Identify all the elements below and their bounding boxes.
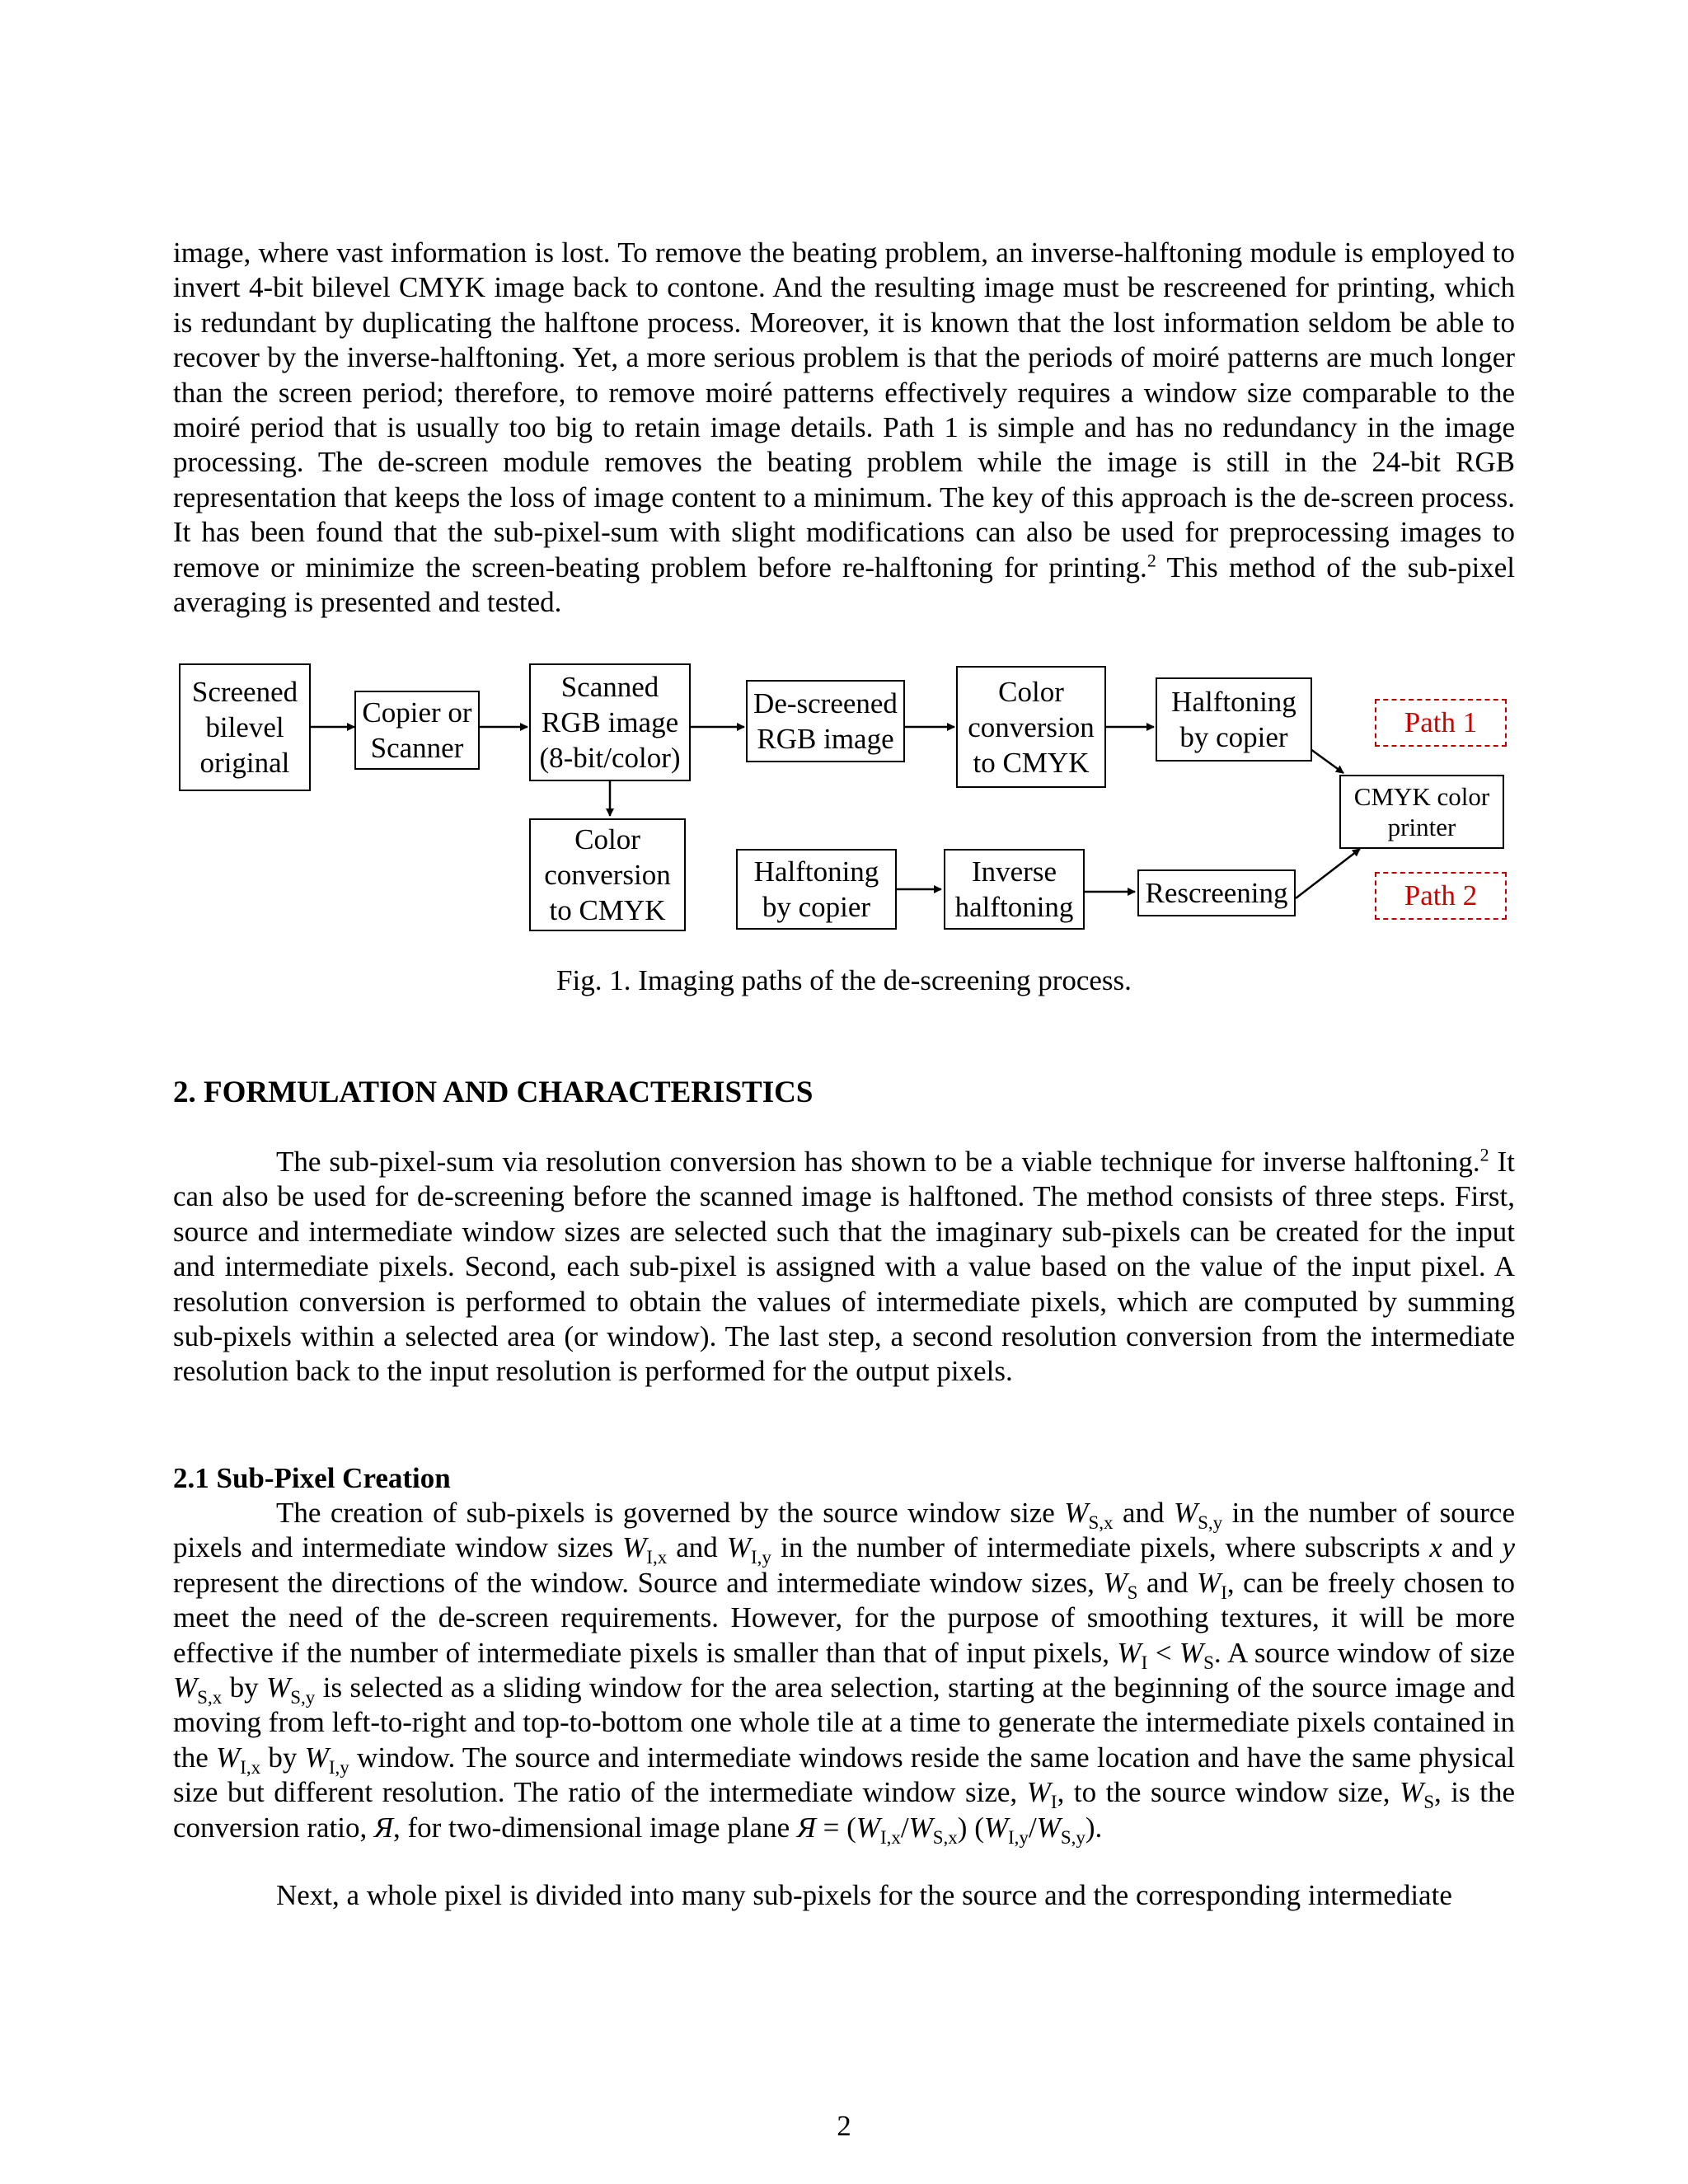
box-copier-scanner: Copier or Scanner: [354, 691, 480, 770]
section-2-paragraph: The sub-pixel-sum via resolution conversion has shown to be a viable technique for inverse halftoning.$^2$ It can also be used for de-screening before the scanned image is halftoned. The method consists of three steps. First, source and intermediate window sizes are selected such that the imaginary sub-pixels can be created for the input and intermediate pixels. Second, each sub-pixel is assigned with a value based on the value of the input pixel. A resolution conversion is performed to obtain the values of intermediate pixels, which are computed by summing sub-pixels within a selected area (or window). The last step, a second resolution conversion from the intermediate resolution back to the input resolution is performed for the output pixels.: [173, 1144, 1515, 1388]
box-descreened-rgb: De-screened RGB image: [746, 680, 905, 762]
section-2-1-heading: 2.1 Sub-Pixel Creation: [173, 1462, 451, 1494]
box-screened-original: Screened bilevel original: [179, 663, 311, 791]
box-color-conversion-top: Color conversion to CMYK: [956, 666, 1106, 788]
path-2-label: Path 2: [1375, 872, 1507, 920]
intro-text-end: This method of the sub-pixel averaging is presented and tested.: [173, 551, 1515, 619]
section-2-heading: 2. FORMULATION AND CHARACTERISTICS: [173, 1076, 814, 1109]
box-rescreening: Rescreening: [1137, 869, 1296, 916]
box-inverse-halftoning: Inverse halftoning: [944, 849, 1085, 930]
intro-text: image, where vast information is lost. To remove the beating problem, an inverse-halftoning module is employed to invert 4-bit bilevel CMYK image back to contone. And the resulting image must be rescreened for printing, which is redundant by duplicating the halftone process. Moreover, it is known that the lost information seldom be able to recover by the inverse-halftoning. Yet, a more serious problem is that the periods of moiré patterns are much longer than the screen period; therefore, to remove moiré patterns effectively requires a window size comparable to the moiré period that is usually too big to retain image details. Path 1 is simple and has no redundancy in the image processing. The de-screen module removes the beating problem while the image is still in the 24-bit RGB representation that keeps the loss of image content to a minimum. The key of this approach is the de-screen process. It has been found that the sub-pixel-sum with slight modifications can also be used for preprocessing images to remove or minimize the screen-beating problem before re-halftoning for printing.: [173, 237, 1515, 583]
box-halftoning-top: Halftoning by copier: [1156, 677, 1312, 762]
box-scanned-rgb: Scanned RGB image (8-bit/color): [529, 663, 691, 781]
path-1-label: Path 1: [1375, 699, 1507, 747]
section-2-1-paragraph-2: Next, a whole pixel is divided into many sub-pixels for the source and the corresponding intermediate: [276, 1879, 1452, 1911]
box-halftoning-bottom: Halftoning by copier: [736, 849, 897, 930]
box-cmyk-printer: CMYK color printer: [1339, 775, 1504, 849]
intro-ref: 2: [1146, 550, 1156, 570]
page-number: 2: [837, 2110, 851, 2142]
section-2-1-paragraph: The creation of sub-pixels is governed by the source window size $W_{S,x}$ and $W_{S,y}$ in the number of source pixels and intermediate window sizes $W_{I,x}$ and $W_{I,y}$ in the number of intermediate pixels, where subscripts x and y represent the directions of the window. Source and intermediate window sizes, $W_S$ and $W_I$, can be freely chosen to meet the need of the de-screen requirements. However, for the purpose of smoothing textures, it will be more effective if the number of intermediate pixels is smaller than that of input pixels, $W_I < W_S$. A source window of size $W_{S,x}$ by $W_{S,y}$ is selected as a sliding window for the area selection, starting at the beginning of the source image and moving from left-to-right and top-to-bottom one whole tile at a time to generate the intermediate pixels contained in the $W_{I,x}$ by $W_{I,y}$ window. The source and intermediate windows reside the same location and have the same physical size but different resolution. The ratio of the intermediate window size, $W_I$, to the source window size, $W_S$, is the conversion ratio, Я, for two-dimensional image plane $Я = (W_{I,x}/W_{S,x})$ $(W_{I,y}/W_{S,y})$.: [173, 1497, 1516, 1848]
box-color-conversion-bottom: Color conversion to CMYK: [529, 818, 686, 931]
section-2-ref: 2: [1479, 1144, 1489, 1165]
figure-caption: Fig. 1. Imaging paths of the de-screening process.: [556, 964, 1132, 996]
arrow-rescreening-to-printer: [1296, 849, 1360, 898]
